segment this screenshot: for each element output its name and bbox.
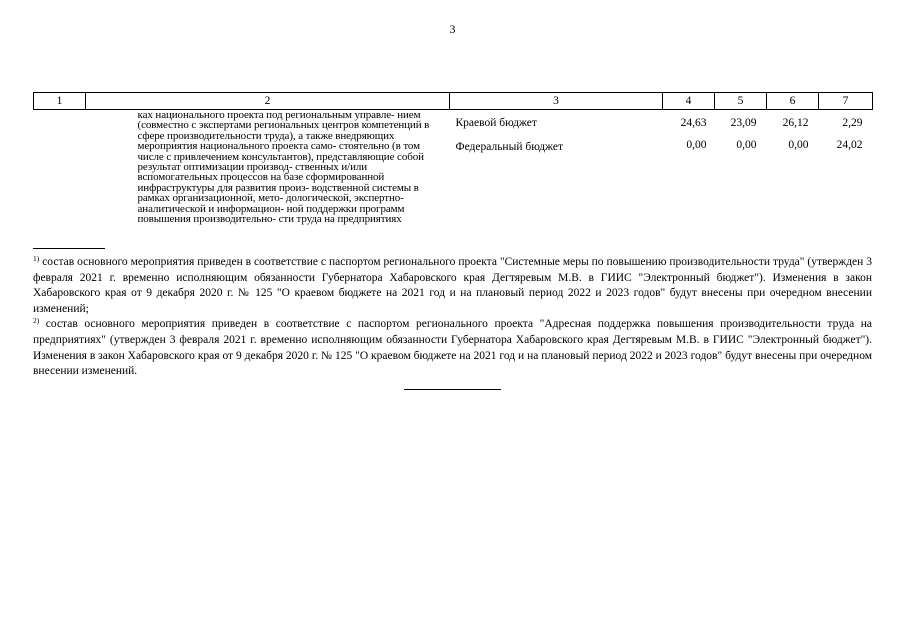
value: 0,00 <box>686 139 707 151</box>
value: 23,09 <box>730 117 757 129</box>
footnote-mark: 2) <box>33 316 40 326</box>
value: 0,00 <box>736 139 757 151</box>
value: 24,63 <box>680 117 707 129</box>
value-cell-col5 <box>715 110 767 225</box>
end-separator <box>404 389 501 390</box>
value: 26,12 <box>782 117 809 129</box>
column-header: 5 <box>715 93 767 110</box>
value: 0,00 <box>788 139 809 151</box>
budget-name: Краевой бюджет <box>455 117 537 129</box>
budget-name: Федеральный бюджет <box>455 141 563 153</box>
column-header: 7 <box>819 93 873 110</box>
activity-description <box>86 110 450 225</box>
value-cell-col4 <box>663 110 715 225</box>
footnote-text: состав основного мероприятия приведен в соответствие с паспортом регионального проекта "Системные меры по повышению производительности труда" (утвержден 3 февраля 2021 г. временно исполняющим обязанности Губернатора Хабаровского края Дегтяревым М.В. в ГИИС "Электронный бюджет"). Изменения в закон Хабаровского края от 9 декабря 2020 г. № 125 "О краевом бюджете на 2021 год и на плановый период 2022 и 2023 годов" будут внесены при очередном внесении изменений; <box>33 256 872 315</box>
value-cell-col6 <box>767 110 819 225</box>
footnote-1 <box>33 255 872 317</box>
value: 2,29 <box>842 117 863 129</box>
footnotes <box>33 255 872 380</box>
column-header: 2 <box>86 93 450 110</box>
table-row <box>34 110 873 225</box>
table-header-row <box>34 93 873 110</box>
column-header: 3 <box>450 93 663 110</box>
budget-names-cell <box>450 110 663 225</box>
budget-table <box>33 92 873 224</box>
value-cell-col7 <box>819 110 873 225</box>
value: 24,02 <box>836 139 863 151</box>
column-header: 1 <box>34 93 86 110</box>
column-header: 4 <box>663 93 715 110</box>
footnote-2 <box>33 317 872 379</box>
activity-description-text: ках национального проекта под региональным управле- нием (совместно с экспертами региональных центров компетенций в сфере производительности труда), а также внедряющих мероприятия национального проекта само- стоятельно (в том числе с привлечением консультантов), представляющие собой результат оптимизации производ- ственных и/или вспомогательных процессов на базе сформированной инфраструктуры для развития произ- водственной системы в рамках организационной, мето- дологической, экспертно-аналитической и информацион- ной поддержки программ повышения производительно- сти труда на предприятиях <box>137 109 430 226</box>
column-header: 6 <box>767 93 819 110</box>
footnote-mark: 1) <box>33 254 40 263</box>
page-number: 3 <box>449 22 456 36</box>
footnote-text: состав основного мероприятия приведен в соответствие с паспортом регионального проекта "Адресная поддержка повышения производительности труда на предприятиях" (утвержден 3 февраля 2021 г. временно исполняющим обязанности Губернатора Хабаровского края Дегтяревым М.В. в ГИИС "Электронный бюджет"). Изменения в закон Хабаровского края от 9 декабря 2020 г. № 125 "О краевом бюджете на 2021 год и на плановый период 2022 и 2023 годов" будут внесены при очередном внесении изменений. <box>33 318 872 378</box>
row-number-cell <box>34 110 86 225</box>
footnote-separator <box>33 248 105 249</box>
